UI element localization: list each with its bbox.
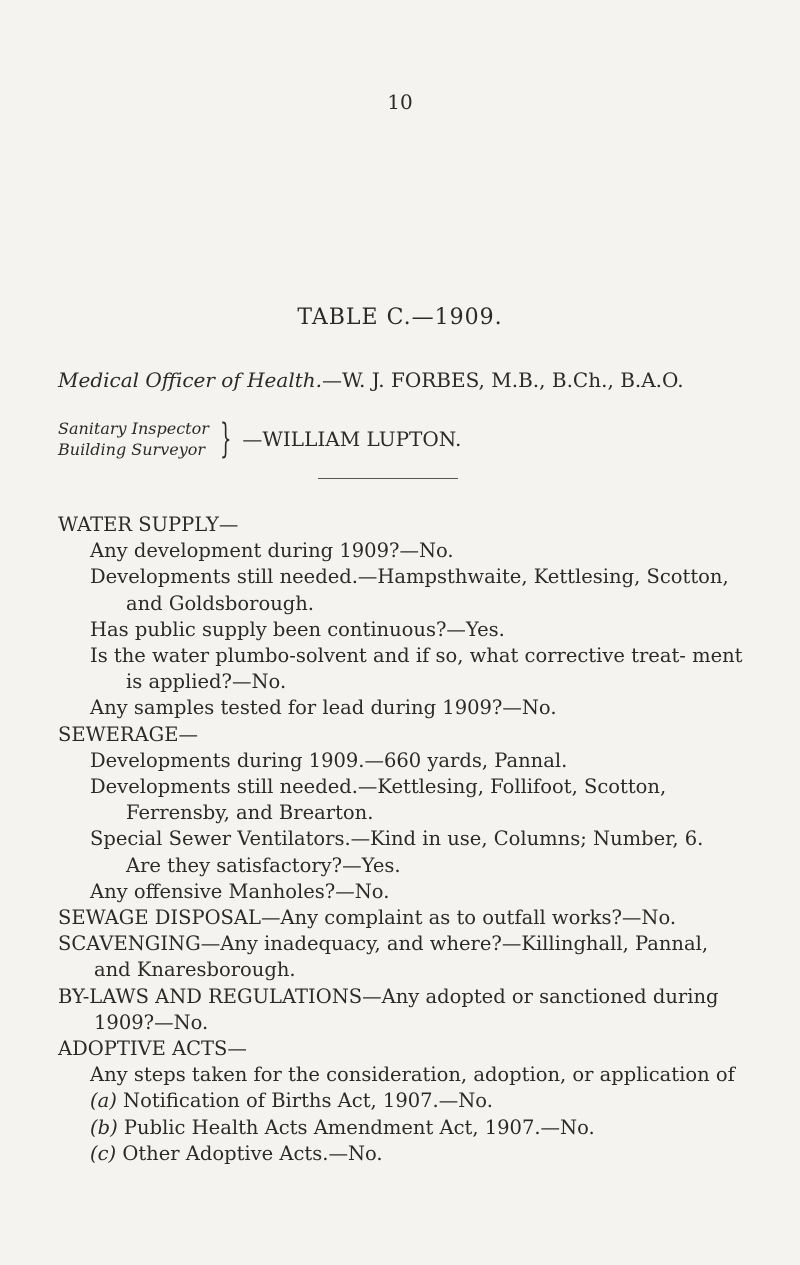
sanitary-inspector-line: [58, 418, 461, 460]
sanitary-inspector-name: —WILLIAM LUPTON.: [242, 427, 462, 451]
item-c-text: Other Adoptive Acts.—No.: [116, 1141, 383, 1165]
building-surveyor-role: Building Surveyor: [58, 440, 206, 459]
table-title: TABLE C.—1909.: [297, 305, 503, 330]
water-q1: Any development during 1909?—No.: [90, 539, 454, 563]
water-q4: Is the water plumbo-solvent and if so, what corrective treat- ment is applied?—No.: [90, 644, 743, 694]
item-b-text: Public Health Acts Amendment Act, 1907.—No.: [117, 1115, 595, 1139]
sanitary-inspector-role: Sanitary Inspector: [58, 419, 209, 438]
water-q2: Developments still needed.—Hampsthwaite, Kettlesing, Scotton, and Goldsborough.: [90, 565, 729, 615]
sewerage-q2: Developments still needed.—Kettlesing, Follifoot, Scotton, Ferrensby, and Brearton.: [90, 775, 667, 825]
medical-officer-role: Medical Officer of Health.: [58, 368, 322, 392]
sewerage-q1: Developments during 1909.—660 yards, Pannal.: [90, 748, 568, 772]
bylaws-line: BY-LAWS AND REGULATIONS—Any adopted or sanctioned during 1909?—No.: [58, 984, 719, 1034]
adoptive-intro: Any steps taken for the consideration, adoption, or application of: [90, 1063, 735, 1087]
adoptive-item-c: [58, 1141, 748, 1167]
water-q5: Any samples tested for lead during 1909?—No.: [90, 696, 557, 720]
divider-rule: [318, 478, 458, 479]
page-number: 10: [387, 90, 413, 114]
adoptive-item-a: [58, 1088, 748, 1114]
sewerage-q4: Any offensive Manholes?—No.: [90, 879, 390, 903]
medical-officer-line: [58, 368, 684, 392]
item-b-tag: (b): [90, 1115, 118, 1139]
adoptive-acts-heading: ADOPTIVE ACTS—: [58, 1037, 247, 1061]
sewerage-q3b: Are they satisfactory?—Yes.: [126, 853, 401, 877]
water-supply-heading: WATER SUPPLY—: [58, 513, 239, 536]
sewage-disposal-line: SEWAGE DISPOSAL—Any complaint as to outfall works?—No.: [58, 906, 677, 930]
sewerage-heading: SEWERAGE—: [58, 722, 198, 746]
medical-officer-name: —W. J. FORBES, M.B., B.Ch., B.A.O.: [321, 368, 684, 392]
scavenging-line: SCAVENGING—Any inadequacy, and where?—Killinghall, Pannal, and Knaresborough.: [58, 932, 709, 982]
item-a-text: Notification of Births Act, 1907.—No.: [116, 1089, 493, 1113]
sanitary-roles: [58, 418, 209, 460]
item-a-tag: (a): [90, 1089, 117, 1113]
water-q3: Has public supply been continuous?—Yes.: [90, 617, 505, 641]
sewerage-q3: Special Sewer Ventilators.—Kind in use, Columns; Number, 6.: [90, 827, 704, 851]
brace-symbol: }: [219, 416, 232, 462]
adoptive-item-b: [58, 1115, 748, 1141]
item-c-tag: (c): [90, 1141, 117, 1165]
report-body: [58, 512, 748, 1167]
